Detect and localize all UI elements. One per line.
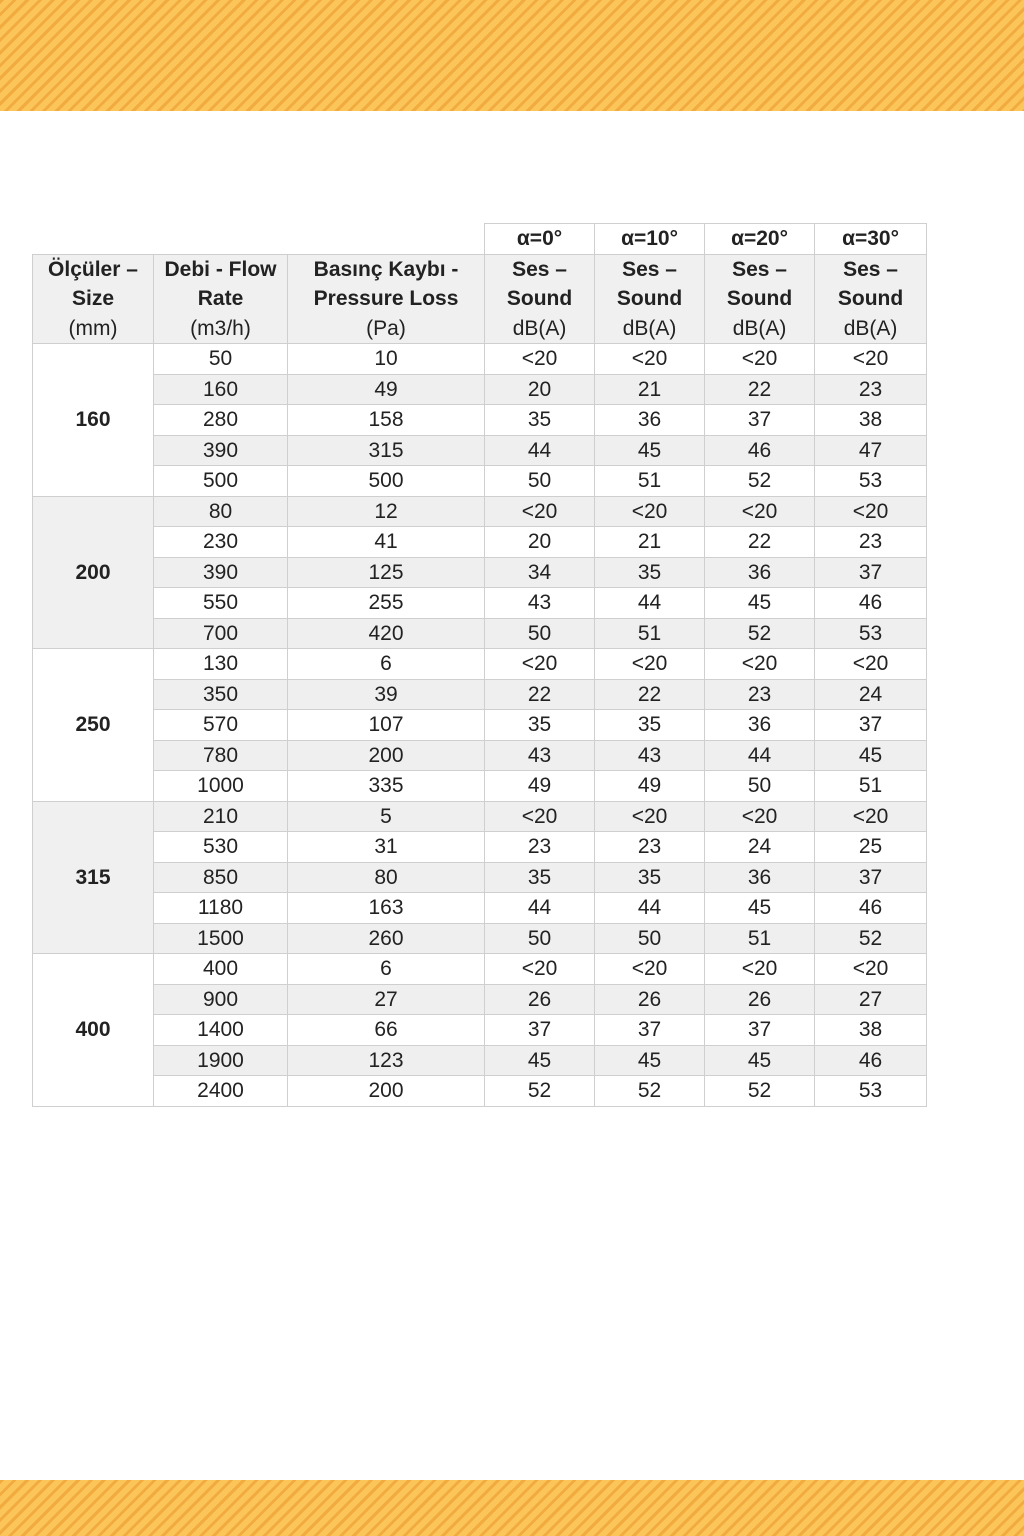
pressure-cell: 66: [288, 1015, 485, 1046]
sound-10-cell: 51: [595, 618, 705, 649]
sound-20-cell: 52: [705, 466, 815, 497]
table-row: [33, 405, 927, 436]
sound-0-cell: 35: [485, 862, 595, 893]
flow-header-unit: (m3/h): [190, 316, 251, 340]
sound-20-cell: 45: [705, 588, 815, 619]
sound-30-cell: <20: [815, 344, 927, 375]
pressure-cell: 6: [288, 954, 485, 985]
sound-0-cell: 45: [485, 1045, 595, 1076]
sound-column-header: [485, 254, 595, 344]
flow-cell: 1400: [154, 1015, 288, 1046]
sound-10-cell: 44: [595, 588, 705, 619]
table-row: [33, 984, 927, 1015]
table-row: [33, 527, 927, 558]
sound-20-cell: 23: [705, 679, 815, 710]
flow-cell: 2400: [154, 1076, 288, 1107]
sound-header-line1: Ses –: [622, 257, 677, 281]
angle-header: α=10°: [595, 224, 705, 255]
sound-30-cell: <20: [815, 954, 927, 985]
angle-header: α=0°: [485, 224, 595, 255]
sound-30-cell: 23: [815, 527, 927, 558]
sound-30-cell: <20: [815, 496, 927, 527]
sound-30-cell: 45: [815, 740, 927, 771]
sound-header-line1: Ses –: [512, 257, 567, 281]
sound-0-cell: 35: [485, 405, 595, 436]
sound-20-cell: <20: [705, 649, 815, 680]
sound-20-cell: 24: [705, 832, 815, 863]
table-row: [33, 466, 927, 497]
angle-header: α=20°: [705, 224, 815, 255]
sound-column-header: [705, 254, 815, 344]
sound-10-cell: 37: [595, 1015, 705, 1046]
flow-cell: 500: [154, 466, 288, 497]
sound-10-cell: 52: [595, 1076, 705, 1107]
pressure-cell: 49: [288, 374, 485, 405]
sound-10-cell: <20: [595, 496, 705, 527]
pressure-cell: 158: [288, 405, 485, 436]
pressure-cell: 255: [288, 588, 485, 619]
table-row: [33, 740, 927, 771]
pressure-cell: 107: [288, 710, 485, 741]
sound-0-cell: 20: [485, 527, 595, 558]
sound-0-cell: <20: [485, 801, 595, 832]
sound-0-cell: 23: [485, 832, 595, 863]
pressure-cell: 315: [288, 435, 485, 466]
sound-30-cell: 46: [815, 1045, 927, 1076]
table-row: [33, 832, 927, 863]
table-row: [33, 679, 927, 710]
pressure-cell: 39: [288, 679, 485, 710]
table-row: [33, 557, 927, 588]
pressure-column-header: [288, 254, 485, 344]
pressure-cell: 420: [288, 618, 485, 649]
sound-0-cell: 22: [485, 679, 595, 710]
pressure-cell: 260: [288, 923, 485, 954]
flow-cell: 570: [154, 710, 288, 741]
sound-header-line2: Sound: [837, 287, 904, 310]
pressure-cell: 41: [288, 527, 485, 558]
table-body: [33, 344, 927, 1107]
sound-column-header: [595, 254, 705, 344]
sound-0-cell: 37: [485, 1015, 595, 1046]
sound-0-cell: 50: [485, 466, 595, 497]
sound-30-cell: 47: [815, 435, 927, 466]
pressure-cell: 10: [288, 344, 485, 375]
sound-20-cell: 36: [705, 710, 815, 741]
table-row: [33, 710, 927, 741]
pressure-cell: 12: [288, 496, 485, 527]
size-header-line1: Ölçüler –: [48, 257, 138, 281]
pressure-cell: 27: [288, 984, 485, 1015]
sound-10-cell: 35: [595, 710, 705, 741]
angle-header-row: [33, 224, 927, 255]
flow-cell: 900: [154, 984, 288, 1015]
sound-10-cell: 43: [595, 740, 705, 771]
pressure-cell: 5: [288, 801, 485, 832]
size-header-line2: Size: [71, 287, 115, 310]
table-row: [33, 801, 927, 832]
pressure-header-unit: (Pa): [366, 316, 406, 340]
sound-30-cell: 53: [815, 618, 927, 649]
sound-30-cell: 27: [815, 984, 927, 1015]
sound-10-cell: 21: [595, 527, 705, 558]
sound-30-cell: <20: [815, 649, 927, 680]
table-row: [33, 649, 927, 680]
flow-cell: 280: [154, 405, 288, 436]
sound-0-cell: 44: [485, 893, 595, 924]
sound-30-cell: 51: [815, 771, 927, 802]
sound-20-cell: 45: [705, 893, 815, 924]
flow-cell: 1500: [154, 923, 288, 954]
sound-10-cell: 45: [595, 435, 705, 466]
sound-20-cell: 46: [705, 435, 815, 466]
sound-20-cell: <20: [705, 954, 815, 985]
table-row: [33, 862, 927, 893]
pressure-cell: 163: [288, 893, 485, 924]
sound-0-cell: <20: [485, 496, 595, 527]
flow-column-header: [154, 254, 288, 344]
sound-20-cell: <20: [705, 344, 815, 375]
flow-cell: 130: [154, 649, 288, 680]
table-row: [33, 954, 927, 985]
size-cell: 200: [33, 496, 154, 649]
size-column-header: [33, 254, 154, 344]
sound-20-cell: 37: [705, 1015, 815, 1046]
flow-cell: 80: [154, 496, 288, 527]
angle-header: α=30°: [815, 224, 927, 255]
top-stripe-band: [0, 0, 1024, 111]
sound-30-cell: 24: [815, 679, 927, 710]
sound-header-unit: dB(A): [622, 316, 677, 340]
sound-10-cell: <20: [595, 801, 705, 832]
table-row: [33, 435, 927, 466]
sound-30-cell: 37: [815, 710, 927, 741]
sound-20-cell: 51: [705, 923, 815, 954]
sound-30-cell: 53: [815, 1076, 927, 1107]
table-row: [33, 1015, 927, 1046]
flow-cell: 230: [154, 527, 288, 558]
flow-cell: 700: [154, 618, 288, 649]
table-row: [33, 344, 927, 375]
sound-10-cell: 23: [595, 832, 705, 863]
sound-30-cell: <20: [815, 801, 927, 832]
sound-30-cell: 52: [815, 923, 927, 954]
pressure-cell: 200: [288, 740, 485, 771]
sound-0-cell: 34: [485, 557, 595, 588]
sound-10-cell: 22: [595, 679, 705, 710]
flow-cell: 1900: [154, 1045, 288, 1076]
sound-0-cell: 50: [485, 618, 595, 649]
sound-0-cell: 20: [485, 374, 595, 405]
sound-header-unit: dB(A): [843, 316, 898, 340]
sound-10-cell: <20: [595, 344, 705, 375]
sound-30-cell: 46: [815, 588, 927, 619]
size-cell: 315: [33, 801, 154, 954]
flow-cell: 390: [154, 435, 288, 466]
sound-10-cell: 45: [595, 1045, 705, 1076]
pressure-cell: 200: [288, 1076, 485, 1107]
table-row: [33, 893, 927, 924]
pressure-cell: 335: [288, 771, 485, 802]
pressure-cell: 80: [288, 862, 485, 893]
sound-30-cell: 38: [815, 405, 927, 436]
empty-corner: [33, 224, 485, 255]
sound-column-header: [815, 254, 927, 344]
size-cell: 250: [33, 649, 154, 802]
sound-20-cell: <20: [705, 801, 815, 832]
pressure-cell: 500: [288, 466, 485, 497]
flow-cell: 350: [154, 679, 288, 710]
sound-20-cell: 52: [705, 618, 815, 649]
sound-10-cell: 21: [595, 374, 705, 405]
sound-0-cell: 52: [485, 1076, 595, 1107]
sound-header-line1: Ses –: [732, 257, 787, 281]
sound-header-unit: dB(A): [732, 316, 787, 340]
sound-20-cell: 22: [705, 374, 815, 405]
sound-header-line1: Ses –: [843, 257, 898, 281]
flow-cell: 400: [154, 954, 288, 985]
sound-0-cell: 44: [485, 435, 595, 466]
table-row: [33, 496, 927, 527]
sound-0-cell: 26: [485, 984, 595, 1015]
sound-0-cell: 43: [485, 740, 595, 771]
flow-cell: 780: [154, 740, 288, 771]
table-row: [33, 771, 927, 802]
sound-20-cell: 50: [705, 771, 815, 802]
size-cell: 160: [33, 344, 154, 497]
flow-cell: 210: [154, 801, 288, 832]
table-row: [33, 1045, 927, 1076]
flow-cell: 850: [154, 862, 288, 893]
pressure-cell: 125: [288, 557, 485, 588]
sound-0-cell: 50: [485, 923, 595, 954]
sound-20-cell: 36: [705, 862, 815, 893]
sound-10-cell: 36: [595, 405, 705, 436]
sound-30-cell: 37: [815, 862, 927, 893]
pressure-header-line2: Pressure Loss: [313, 287, 459, 310]
sound-10-cell: 49: [595, 771, 705, 802]
sound-20-cell: 37: [705, 405, 815, 436]
table-row: [33, 1076, 927, 1107]
flow-cell: 530: [154, 832, 288, 863]
flow-cell: 550: [154, 588, 288, 619]
sound-10-cell: 44: [595, 893, 705, 924]
pressure-header-line1: Basınç Kaybı -: [313, 257, 459, 281]
sound-10-cell: 50: [595, 923, 705, 954]
flow-header-line1: Debi - Flow: [164, 257, 277, 281]
sound-30-cell: 46: [815, 893, 927, 924]
sound-20-cell: 26: [705, 984, 815, 1015]
flow-cell: 50: [154, 344, 288, 375]
sound-header-line2: Sound: [726, 287, 793, 310]
column-header-row: [33, 254, 927, 344]
table-row: [33, 374, 927, 405]
sound-20-cell: 52: [705, 1076, 815, 1107]
sound-20-cell: 22: [705, 527, 815, 558]
flow-header-line2: Rate: [197, 287, 244, 310]
sound-0-cell: 49: [485, 771, 595, 802]
flow-cell: 160: [154, 374, 288, 405]
sound-0-cell: <20: [485, 344, 595, 375]
sound-30-cell: 23: [815, 374, 927, 405]
sound-20-cell: <20: [705, 496, 815, 527]
specification-table: [32, 223, 927, 1107]
sound-10-cell: <20: [595, 954, 705, 985]
size-cell: 400: [33, 954, 154, 1107]
bottom-stripe-band: [0, 1480, 1024, 1536]
sound-20-cell: 45: [705, 1045, 815, 1076]
size-header-unit: (mm): [68, 316, 118, 340]
sound-10-cell: 35: [595, 862, 705, 893]
sound-20-cell: 36: [705, 557, 815, 588]
sound-header-unit: dB(A): [512, 316, 567, 340]
pressure-cell: 31: [288, 832, 485, 863]
sound-header-line2: Sound: [616, 287, 683, 310]
sound-10-cell: 35: [595, 557, 705, 588]
sound-30-cell: 37: [815, 557, 927, 588]
table-row: [33, 923, 927, 954]
sound-20-cell: 44: [705, 740, 815, 771]
pressure-cell: 6: [288, 649, 485, 680]
sound-0-cell: 35: [485, 710, 595, 741]
flow-cell: 1180: [154, 893, 288, 924]
sound-0-cell: <20: [485, 649, 595, 680]
sound-header-line2: Sound: [506, 287, 573, 310]
sound-0-cell: 43: [485, 588, 595, 619]
sound-30-cell: 38: [815, 1015, 927, 1046]
sound-30-cell: 25: [815, 832, 927, 863]
table-row: [33, 618, 927, 649]
sound-30-cell: 53: [815, 466, 927, 497]
flow-cell: 1000: [154, 771, 288, 802]
sound-10-cell: <20: [595, 649, 705, 680]
table-row: [33, 588, 927, 619]
pressure-cell: 123: [288, 1045, 485, 1076]
sound-10-cell: 51: [595, 466, 705, 497]
flow-cell: 390: [154, 557, 288, 588]
sound-10-cell: 26: [595, 984, 705, 1015]
sound-0-cell: <20: [485, 954, 595, 985]
